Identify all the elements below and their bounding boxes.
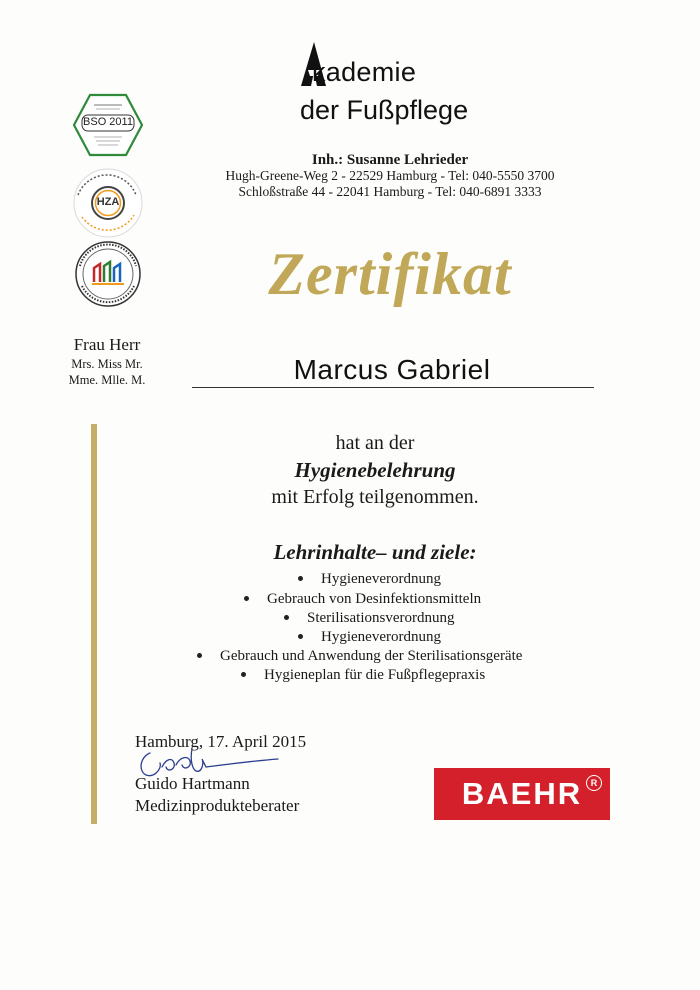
topic-text: Gebrauch und Anwendung der Sterilisationsgeräte (220, 648, 523, 664)
hza-badge-label: HZA (96, 196, 120, 208)
logo-text-line2: der Fußpflege (300, 95, 469, 125)
hza-badge (70, 165, 146, 246)
bullet-icon (197, 653, 202, 658)
topic-text: Hygieneverordnung (321, 629, 441, 645)
topic-text: Hygieneplan für die Fußpflegepraxis (264, 667, 486, 683)
bso-badge-label: BSO 2011 (83, 116, 133, 128)
salutation-en: Mrs. Miss Mr. (71, 357, 143, 371)
name-underline (192, 387, 594, 388)
baehr-logo (434, 768, 610, 820)
place-date: Hamburg, 17. April 2015 (135, 732, 307, 751)
list-item (284, 610, 454, 627)
bullet-icon (244, 596, 249, 601)
body-line-1: hat an der (335, 432, 415, 454)
topic-text: Hygieneverordnung (321, 571, 441, 587)
address-line-1: Hugh-Greene-Weg 2 - 22529 Hamburg - Tel: 040-5550 3700 (225, 168, 555, 183)
registered-mark-icon: R (586, 775, 602, 791)
address-line-2: Schloßstraße 44 - 22041 Hamburg - Tel: 040-6891 3333 (238, 184, 542, 199)
owner-line: Inh.: Susanne Lehrieder (311, 152, 469, 168)
bullet-icon (298, 576, 303, 581)
signer-name: Guido Hartmann (135, 774, 250, 793)
colored-seal-icon (72, 238, 144, 310)
training-network-badge (72, 238, 144, 315)
list-item (241, 667, 485, 684)
recipient-name: Marcus Gabriel (293, 354, 491, 385)
topic-text: Sterilisationsverordnung (307, 610, 455, 626)
bso-badge (72, 93, 144, 162)
bullet-icon (241, 672, 246, 677)
academy-logo (300, 42, 520, 132)
salutation-fr: Mme. Mlle. M. (68, 373, 146, 387)
certificate-title: Zertifikat (268, 241, 512, 307)
course-name: Hygienebelehrung (294, 458, 456, 482)
topics-heading: Lehrinhalte– und ziele: (273, 540, 477, 564)
list-item (197, 648, 522, 665)
logo-text-line1: kademie (312, 57, 417, 87)
topic-text: Gebrauch von Desinfektionsmitteln (267, 591, 482, 607)
list-item (298, 629, 441, 646)
gold-accent-bar (91, 424, 97, 824)
bullet-icon (284, 615, 289, 620)
salutation-de: Frau Herr (73, 335, 141, 354)
signer-role: Medizinprodukteberater (135, 796, 300, 815)
list-item (244, 591, 481, 608)
list-item (298, 571, 441, 588)
body-line-3: mit Erfolg teilgenommen. (271, 486, 479, 508)
baehr-logo-text: BAEHR (461, 776, 583, 811)
bullet-icon (298, 634, 303, 639)
